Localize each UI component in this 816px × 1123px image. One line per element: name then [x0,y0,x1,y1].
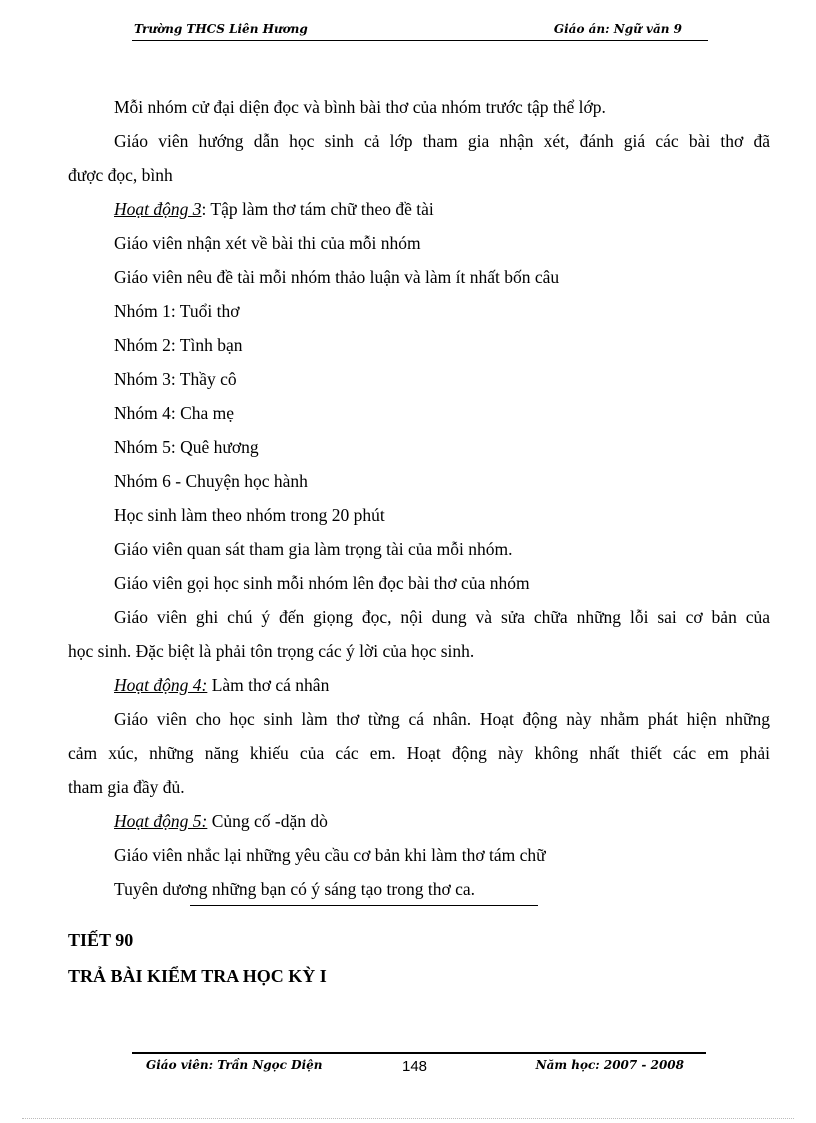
paragraph: Học sinh làm theo nhóm trong 20 phút [114,505,385,525]
section-divider [190,905,538,906]
document-body [68,90,770,906]
activity-4-text: Làm thơ cá nhân [207,675,330,695]
paragraph: Tuyên dương những bạn có ý sáng tạo trong thơ ca. [114,879,476,899]
group-item: Nhóm 1: Tuổi thơ [114,301,240,321]
lesson-heading: TIẾT 90 [68,930,134,950]
page-footer [132,1052,706,1074]
paragraph: được đọc, bình [68,165,173,185]
group-item: Nhóm 5: Quê hương [114,437,259,457]
group-item: Nhóm 3: Thầy cô [114,369,237,389]
paragraph: Giáo viên ghi chú ý đến giọng đọc, nội dung và sửa chữa những lỗi sai cơ bản của [114,607,770,627]
teacher-name: Giáo viên: Trần Ngọc Diện [146,1058,323,1072]
activity-5-label: Hoạt động 5: [114,811,208,831]
paragraph: Giáo viên nhận xét về bài thi của mỗi nhóm [114,233,421,253]
lesson-title: TRẢ BÀI KIỂM TRA HỌC KỲ I [68,966,327,986]
paragraph: Giáo viên cho học sinh làm thơ từng cá nhân. Hoạt động này nhằm phát hiện những [114,709,770,729]
page-border-dots [22,1118,794,1119]
activity-3-text: : Tập làm thơ tám chữ theo đề tài [201,199,434,219]
school-year: Năm học: 2007 - 2008 [535,1058,684,1072]
group-item: Nhóm 2: Tình bạn [114,335,243,355]
school-name: Trường THCS Liên Hương [134,22,308,36]
paragraph: tham gia đầy đủ. [68,777,185,797]
paragraph: Mỗi nhóm cử đại diện đọc và bình bài thơ của nhóm trước tập thể lớp. [114,97,606,117]
activity-3 [68,192,770,226]
page-number: 148 [402,1058,428,1075]
activity-3-label: Hoạt động 3 [114,199,202,219]
paragraph: Giáo viên nhắc lại những yêu cầu cơ bản khi làm thơ tám chữ [114,845,546,865]
activity-4-label: Hoạt động 4: [114,675,208,695]
group-item: Nhóm 6 - Chuyện học hành [114,471,308,491]
paragraph: Giáo viên nêu đề tài mỗi nhóm thảo luận và làm ít nhất bốn câu [114,267,560,287]
activity-4 [68,668,770,702]
paragraph: học sinh. Đặc biệt là phải tôn trọng các ý lời của học sinh. [68,641,475,661]
paragraph: Giáo viên quan sát tham gia làm trọng tài của mỗi nhóm. [114,539,513,559]
group-item: Nhóm 4: Cha mẹ [114,403,235,423]
page-header [132,22,708,41]
paragraph: cảm xúc, những năng khiếu của các em. Hoạt động này không nhất thiết các em phải [68,743,770,763]
paragraph: Giáo viên hướng dẫn học sinh cả lớp tham gia nhận xét, đánh giá các bài thơ đã [114,131,770,151]
paragraph: Giáo viên gọi học sinh mỗi nhóm lên đọc bài thơ của nhóm [114,573,530,593]
activity-5 [68,804,770,838]
activity-5-text: Củng cố -dặn dò [207,811,328,831]
subject-name: Giáo án: Ngữ văn 9 [553,22,682,36]
